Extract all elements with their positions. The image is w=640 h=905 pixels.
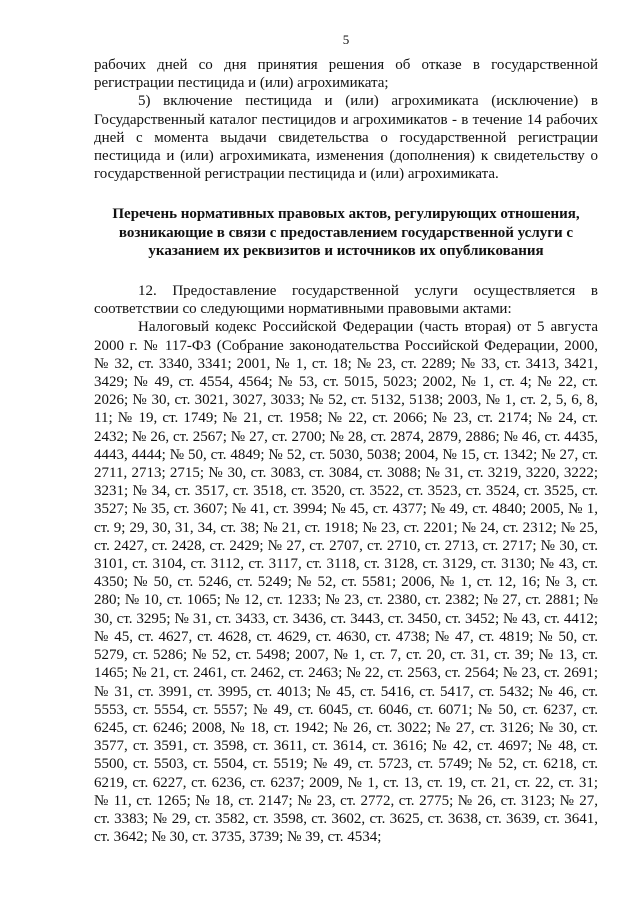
paragraph-tax-code: Налоговый кодекс Российской Федерации (часть вторая) от 5 августа 2000 г. № 117-ФЗ (Собрание законодательства Российской Федерации, 2000, № 32, ст. 3340, 3341; 2001, № 1, ст. 18; № 23, ст. 2289; № 33, ст. 3413, 3421, 3429; № 49, ст. 4554, 4564; № 53, ст. 5015, 5023; 2002, № 1, ст. 4; № 22, ст. 2026; № 30, ст. 3021, 3027, 3033; № 52, ст. 5132, 5138; 2003, № 1, ст. 2, 5, 6, 8, 11; № 19, ст. 1749; № 21, ст. 1958; № 22, ст. 2066; № 23, ст. 2174; № 24, ст. 2432; № 26, ст. 2567; № 27, ст. 2700; № 28, ст. 2874, 2879, 2886; № 46, ст. 4435, 4443, 4444; № 50, ст. 4849; № 52, ст. 5030, 5038; 2004, № 15, ст. 1342; № 27, ст. 2711, 2713; 2715; № 30, ст. 3083, ст. 3084, ст. 3088; № 31, ст. 3219, 3220, 3222; 3231; № 34, ст. 3517, ст. 3518, ст. 3520, ст. 3522, ст. 3523, ст. 3524, ст. 3525, ст. 3527; № 35, ст. 3607; № 41, ст. 3994; № 45, ст. 4377; № 49, ст. 4840; 2005, № 1, ст. 9; 29, 30, 31, 34, ст. 38; № 21, ст. 1918; № 23, ст. 2201; № 24, ст. 2312; № 25, ст. 2427, ст. 2428, ст. 2429; № 27, ст. 2707, ст. 2710, ст. 2713, ст. 2717; № 30, ст. 3101, ст. 3104, ст. 3112, ст. 3117, ст. 3118, ст. 3128, ст. 3129, ст. 3130; № 43, ст. 4350; № 50, ст. 5246, ст. 5249; № 52, ст. 5581; 2006, № 1, ст. 12, 16; № 3, ст. 280; № 10, ст. 1065; № 12, ст. 1233; № 23, ст. 2380, ст. 2382; № 27, ст. 2881; № 30, ст. 3295; № 31, ст. 3433, ст. 3436, ст. 3443, ст. 3450, ст. 3452; № 43, ст. 4412; № 45, ст. 4627, ст. 4628, ст. 4629, ст. 4630, ст. 4738; № 47, ст. 4819; № 50, ст. 5279, ст. 5286; № 52, ст. 5498; 2007, № 1, ст. 7, ст. 20, ст. 31, ст. 39; № 13, ст. 1465; № 21, ст. 2461, ст. 2462, ст. 2463; № 22, ст. 2563, ст. 2564; № 23, ст. 2691; № 31, ст. 3991, ст. 3995, ст. 4013; № 45, ст. 5416, ст. 5417, ст. 5432; № 46, ст. 5553, ст. 5554, ст. 5557; № 49, ст. 6045, ст. 6046, ст. 6071; № 50, ст. 6237, ст. 6245, ст. 6246; 2008, № 18, ст. 1942; № 26, ст. 3022; № 27, ст. 3126; № 30, ст. 3577, ст. 3591, ст. 3598, ст. 3611, ст. 3614, ст. 3616; № 42, ст. 4697; № 48, ст. 5500, ст. 5503, ст. 5504, ст. 5519; № 49, ст. 5723, ст. 5749; № 52, ст. 6218, ст. 6219, ст. 6227, ст. 6236, ст. 6237; 2009, № 1, ст. 13, ст. 19, ст. 21, ст. 22, ст. 31; № 11, ст. 1265; № 18, ст. 2147; № 23, ст. 2772, ст. 2775; № 26, ст. 3123; № 27, ст. 3383; № 29, ст. 3582, ст. 3598, ст. 3602, ст. 3625, ст. 3638, ст. 3639, ст. 3641, ст. 3642; № 30, ст. 3735, 3739; № 39, ст. 4534;	[94, 319, 598, 846]
section-heading: Перечень нормативных правовых актов, регулирующих отношения, возникающие в связи с предоставлением государственной услуги с указанием их реквизитов и источников их опубликования	[112, 206, 580, 259]
document-page	[94, 32, 598, 846]
paragraph-continuation: рабочих дней со дня принятия решения об отказе в государственной регистрации пестицида и (или) агрохимиката;	[94, 57, 598, 92]
paragraph-item-12: 12. Предоставление государственной услуги осуществляется в соответствии со следующими нормативными правовыми актами:	[94, 283, 598, 318]
page-number: 5	[342, 32, 350, 47]
paragraph-item-5: 5) включение пестицида и (или) агрохимиката (исключение) в Государственный каталог пестицидов и агрохимикатов - в течение 14 рабочих дней с момента выдачи свидетельства о государственной регистрации пестицида и (или) агрохимиката, изменения (дополнения) к свидетельству о государственной регистрации пестицида и (или) агрохимиката.	[94, 93, 598, 183]
